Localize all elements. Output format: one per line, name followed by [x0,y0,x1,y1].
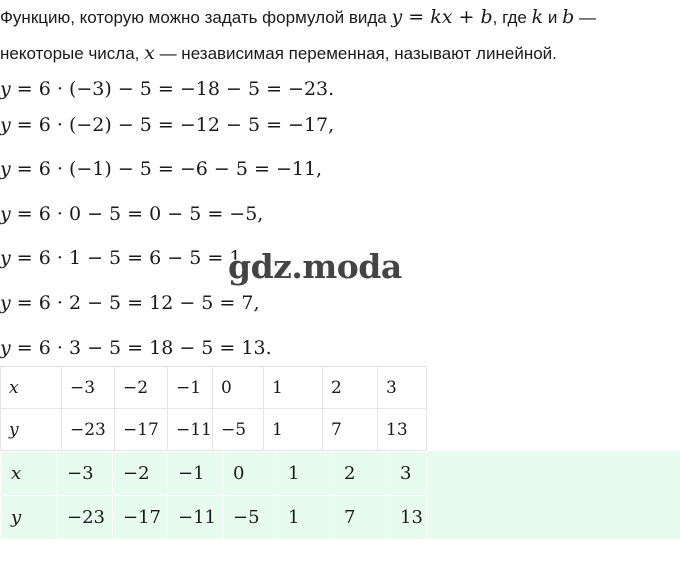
table-cell: 0 [223,452,278,496]
table-cell: −1 [168,452,223,496]
equation-text: = 6 · (−2) − 5 = −12 − 5 = −17, [16,114,335,136]
table-cell: −1 [168,367,213,409]
intro-line-2 [0,42,680,65]
equation-var: y [0,114,11,136]
table-cell: 2 [323,367,378,409]
table-row [1,409,427,451]
equation-var: y [0,78,11,100]
equation-line [0,202,263,226]
table-cell: −3 [57,452,113,496]
equation-var: y [0,247,11,269]
equation-var: y [0,337,11,359]
variable-b: b [562,6,575,28]
table-cell: −23 [62,409,115,451]
table-cell: 13 [378,409,427,451]
table-cell: 0 [213,367,264,409]
equation-line [0,157,322,181]
equation-text: = 6 · 0 − 5 = 0 − 5 = −5, [16,203,264,225]
equation-line [0,77,334,101]
table-cell: 2 [334,452,390,496]
table-cell: 1 [264,367,323,409]
table-cell: y [1,496,57,540]
table-cell: 3 [378,367,427,409]
table-cell: 1 [264,409,323,451]
table-cell: −17 [113,496,168,540]
values-table-highlighted [0,451,427,540]
equation-line [0,291,260,315]
table-cell: x [1,452,57,496]
table-cell: −5 [213,409,264,451]
table-cell: −5 [223,496,278,540]
table-cell: −11 [168,496,223,540]
intro-line-1 [0,6,680,29]
variable-x: x [144,42,155,64]
table-cell: 7 [334,496,390,540]
intro-text: , где [492,8,532,27]
table-cell: y [1,409,62,451]
table-cell: 7 [323,409,378,451]
table-row [1,367,427,409]
table-cell: −3 [62,367,115,409]
equation-text: = 6 · 1 − 5 = 6 − 5 = 1, [16,247,248,269]
equation-var: y [0,158,11,180]
intro-text: некоторые числа, [0,44,145,63]
equation-text: = 6 · (−3) − 5 = −18 − 5 = −23. [16,78,335,100]
table-cell: −17 [115,409,168,451]
equation-var: y [0,203,11,225]
formula: y = kx + b [391,6,493,28]
table-cell: 3 [390,452,427,496]
table-cell: −11 [168,409,213,451]
equation-line [0,113,334,137]
values-table [0,366,427,451]
equation-line [0,336,272,360]
watermark-logo: gdz.moda [228,247,402,286]
table-cell: x [1,367,62,409]
table-row [1,452,427,496]
table-cell: 13 [390,496,427,540]
table-cell: −23 [57,496,113,540]
equation-text: = 6 · 2 − 5 = 12 − 5 = 7, [16,292,260,314]
table-cell: 1 [278,452,334,496]
intro-text: и [543,8,563,27]
intro-text: Функцию, которую можно задать формулой вида [0,8,392,27]
table-row [1,496,427,540]
variable-k: k [531,6,544,28]
equation-line [0,246,247,270]
table-cell: −2 [115,367,168,409]
equation-text: = 6 · (−1) − 5 = −6 − 5 = −11, [16,158,323,180]
table-cell: −2 [113,452,168,496]
intro-text: — [574,8,596,27]
table-cell: 1 [278,496,334,540]
equation-text: = 6 · 3 − 5 = 18 − 5 = 13. [16,337,272,359]
equation-var: y [0,292,11,314]
intro-text: — независимая переменная, называют линейной. [154,44,557,63]
